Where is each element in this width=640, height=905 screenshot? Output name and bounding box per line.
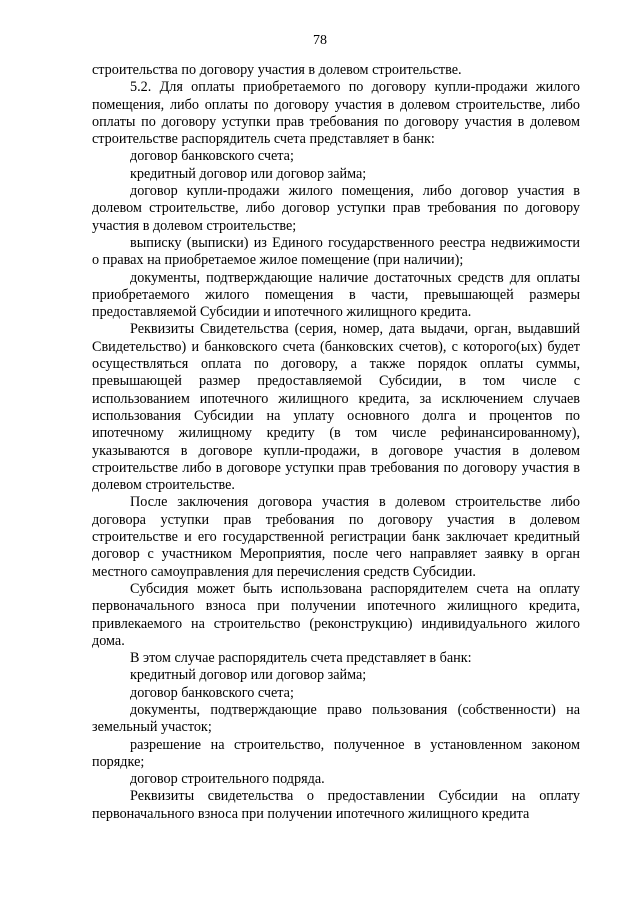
document-body [92,62,580,823]
paragraph: Реквизиты Свидетельства (серия, номер, дата выдачи, орган, выдавший Свидетельство) и банковского счета (банковских счетов), с которого(ых) будет осуществляться оплата по договору, а также порядок оплаты суммы, превышающей размер предоставляемой Субсидии, в том числе с использованием ипотечного жилищного кредита, за исключением случаев использования Субсидии на уплату основного долга и процентов по ипотечному жилищному кредиту (в том числе рефинансированному), указываются в договоре купли-продажи, в договоре участия в долевом строительстве либо в договоре уступки прав требования по договору участия в долевом строительстве. [92,321,580,494]
paragraph: В этом случае распорядитель счета представляет в банк: [130,650,472,667]
paragraph: Реквизиты свидетельства о предоставлении Субсидии на оплату первоначального взноса при получении ипотечного жилищного кредита [92,788,580,822]
paragraph: договор банковского счета; [130,148,294,165]
paragraph: разрешение на строительство, полученное в установленном законом порядке; [92,736,580,770]
paragraph: После заключения договора участия в долевом строительстве либо договора уступки прав требования по договору участия в долевом строительстве и его государственной регистрации банк заключает кредитный договор с участником Мероприятия, после чего направляет заявку в орган местного самоуправления для перечисления средств Субсидии. [92,494,580,580]
paragraph: договор банковского счета; [130,684,294,701]
paragraph: договор купли-продажи жилого помещения, либо договор участия в долевом строительстве, либо договор уступки прав требования по договору участия в долевом строительстве; [92,183,580,234]
paragraph: документы, подтверждающие право пользования (собственности) на земельный участок; [92,701,580,736]
paragraph: договор строительного подряда. [130,771,325,788]
paragraph: 5.2. Для оплаты приобретаемого по договору купли-продажи жилого помещения, либо оплаты по договору участия в долевом строительстве, либо оплаты по договору уступки прав требования по договору участия в долевом строительстве распорядитель счета представляет в банк: [92,79,580,148]
paragraph: документы, подтверждающие наличие достаточных средств для оплаты приобретаемого жилого помещения в части, превышающей размеры предоставляемой Субсидии и ипотечного жилищного кредита. [92,269,580,321]
paragraph: кредитный договор или договор займа; [130,165,367,182]
page-number: 78 [313,33,327,48]
paragraph: строительства по договору участия в долевом строительстве. [92,62,462,78]
paragraph: Субсидия может быть использована распорядителем счета на оплату первоначального взноса при получении ипотечного жилищного кредита, привлекаемого на строительство (реконструкцию) индивидуального жилого дома. [92,580,580,649]
paragraph: кредитный договор или договор займа; [130,667,367,684]
paragraph: выписку (выписки) из Единого государственного реестра недвижимости о правах на приобретаемое жилое помещение (при наличии); [92,234,580,269]
